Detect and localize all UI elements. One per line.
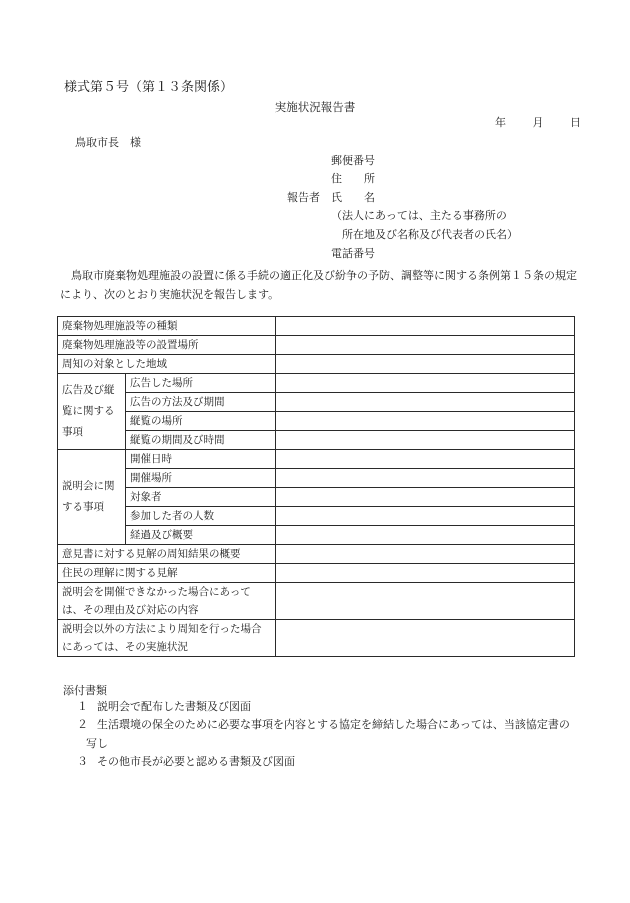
value-cell-opinion-result[interactable] [276,545,575,564]
table-row [58,374,575,393]
table-row [58,583,575,620]
attachments-title: 添付書類 [63,684,107,697]
date-year-label: 年 [495,116,506,129]
attachment-item-3-text: その他市長が必要と認める書類及び図面 [97,755,295,768]
value-cell-meeting-summary[interactable] [276,526,575,545]
body-text: 鳥取市廃棄物処理施設の設置に係る手続の適正化及び紛争の予防、調整等に関する条例第１５条の規定により、次のとおり実施状況を報告します。 [60,269,577,301]
row-label-target-area: 周知の対象とした地域 [58,355,276,374]
row-label-ad-place: 広告した場所 [126,374,276,393]
table-row [58,450,575,469]
value-cell-target-area[interactable] [276,355,575,374]
corporation-note-line1: （法人にあっては、主たる事務所の [331,209,507,222]
report-table [57,316,575,657]
group-label-advertising: 広告及び縦覧に関する事項 [58,374,126,450]
row-label-no-meeting: 説明会を開催できなかった場合にあっては、その理由及び対応の内容 [58,583,276,620]
row-label-meeting-attendees: 参加した者の人数 [126,507,276,526]
date-day-label: 日 [570,116,581,129]
table-row [58,317,575,336]
row-label-other-method: 説明会以外の方法により周知を行った場合にあっては、その実施状況 [58,620,276,657]
attachment-item-2-continuation: 写し [86,737,108,750]
date-month-label: 月 [532,116,544,129]
document-title: 実施状況報告書 [274,100,356,114]
phone-label: 電話番号 [331,247,375,260]
date-line [495,114,581,130]
row-label-meeting-datetime: 開催日時 [126,450,276,469]
value-cell-meeting-place[interactable] [276,469,575,488]
value-cell-view-period[interactable] [276,431,575,450]
value-cell-ad-method[interactable] [276,393,575,412]
value-cell-resident-understanding[interactable] [276,564,575,583]
reporter-label: 報告者 [287,191,320,204]
postal-code-label: 郵便番号 [331,154,375,167]
corporation-note-line2: 所在地及び名称及び代表者の氏名） [342,228,518,241]
address-label: 住 所 [331,172,375,185]
value-cell-no-meeting[interactable] [276,583,575,620]
row-label-resident-understanding: 住民の理解に関する見解 [58,564,276,583]
attachment-item-3-number: ３ [77,755,88,768]
row-label-ad-method: 広告の方法及び期間 [126,393,276,412]
row-label-meeting-place: 開催場所 [126,469,276,488]
table-row [58,336,575,355]
value-cell-meeting-target[interactable] [276,488,575,507]
table-row [58,620,575,657]
value-cell-facility-location[interactable] [276,336,575,355]
row-label-meeting-summary: 経過及び概要 [126,526,276,545]
table-row [58,526,575,545]
value-cell-other-method[interactable] [276,620,575,657]
row-label-meeting-target: 対象者 [126,488,276,507]
table-row [58,507,575,526]
value-cell-meeting-datetime[interactable] [276,450,575,469]
row-label-view-period: 縦覧の期間及び時間 [126,431,276,450]
attachment-item-1-number: １ [77,700,88,713]
attachment-item-2-text: 生活環境の保全のために必要な事項を内容とする協定を締結した場合にあっては、当該協定書の [97,718,570,731]
table-row [58,393,575,412]
row-label-opinion-result: 意見書に対する見解の周知結果の概要 [58,545,276,564]
value-cell-ad-place[interactable] [276,374,575,393]
form-number: 様式第５号（第１３条関係） [64,80,234,95]
group-label-meeting: 説明会に関する事項 [58,450,126,545]
table-row [58,545,575,564]
table-row [58,431,575,450]
value-cell-meeting-attendees[interactable] [276,507,575,526]
value-cell-view-place[interactable] [276,412,575,431]
table-row [58,488,575,507]
row-label-view-place: 縦覧の場所 [126,412,276,431]
table-row [58,564,575,583]
value-cell-facility-type[interactable] [276,317,575,336]
attachment-item-2-number: ２ [77,718,88,731]
row-label-facility-location: 廃棄物処理施設等の設置場所 [58,336,276,355]
table-row [58,412,575,431]
attachment-item-1-text: 説明会で配布した書類及び図面 [97,700,251,713]
table-row [58,355,575,374]
name-label: 氏 名 [331,191,375,204]
table-row [58,469,575,488]
addressee: 鳥取市長 様 [75,136,141,149]
row-label-facility-type: 廃棄物処理施設等の種類 [58,317,276,336]
